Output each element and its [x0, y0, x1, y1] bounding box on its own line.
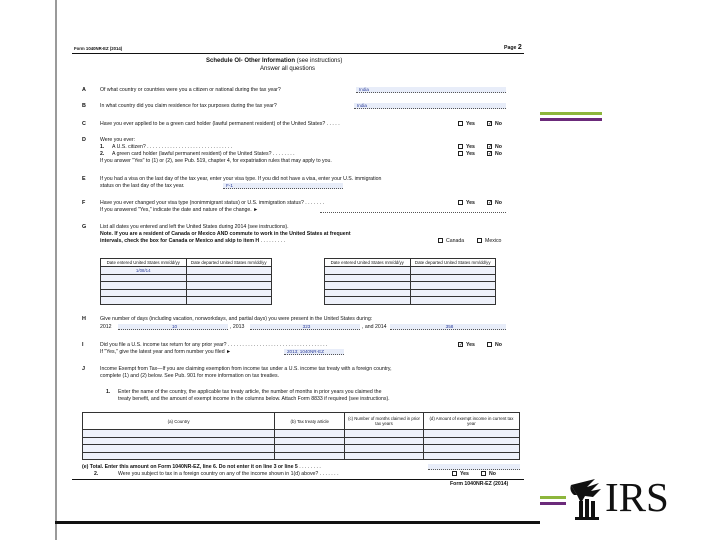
d1-yes-checkbox[interactable]: [458, 144, 463, 149]
year-2014-label: , and 2014: [362, 324, 387, 330]
item-a-question: Of what country or countries were you a citizen or national during the tax year?: [100, 87, 281, 93]
item-b-question: In what country did you claim residence for tax purposes during the tax year?: [100, 103, 277, 109]
entry-date-cell[interactable]: [325, 267, 411, 275]
item-c-letter: C: [82, 121, 86, 127]
residence-field[interactable]: India: [354, 103, 506, 109]
schedule-subtitle: Answer all questions: [260, 66, 316, 72]
d2-yes-checkbox[interactable]: [458, 151, 463, 156]
entry-date-cell[interactable]: [101, 282, 187, 290]
departure-date-cell[interactable]: [186, 297, 272, 305]
departure-date-cell[interactable]: [410, 274, 496, 282]
item-j-letter: J: [82, 366, 85, 372]
irs-logo: [565, 469, 685, 525]
item-d-letter: D: [82, 137, 86, 143]
item-g-line1: List all dates you entered and left the United States during 2014 (see instructions).: [100, 224, 289, 230]
year-2012-label: 2012: [100, 324, 112, 330]
treaty-table: [82, 412, 520, 460]
total-line: (e) Total. Enter this amount on Form 1040NR-EZ, line 6. Do not enter it on line 3 or line 5 . . . . . . . .: [82, 464, 321, 470]
prior-return-field[interactable]: 2013; 1040NR-EZ: [284, 349, 344, 355]
j2-yes-label: Yes: [460, 471, 469, 477]
i-yes-label: Yes: [466, 342, 475, 348]
dates-table-right: [324, 258, 496, 305]
item-j-line2: complete (1) and (2) below. See Pub. 901 for more information on tax treaties.: [100, 373, 280, 379]
treaty-cell[interactable]: [275, 437, 345, 445]
col-treaty-article-header: (b) Tax treaty article: [275, 413, 345, 430]
item-d-note: If you answer "Yes" to (1) or (2), see Pub. 519, chapter 4, for expatriation rules that may apply to you.: [100, 158, 332, 164]
accent-bar-green-bottom: [540, 496, 566, 499]
entry-date-cell[interactable]: [325, 282, 411, 290]
item-j-line1: Income Exempt from Tax—If you are claiming exemption from income tax under a U.S. income tax treaty with a foreign country,: [100, 366, 392, 372]
col-months-header: (c) Number of months claimed in prior tax years: [345, 413, 424, 430]
col-exempt-amount-header: (d) Amount of exempt income in current tax year: [423, 413, 519, 430]
departure-date-cell[interactable]: [410, 282, 496, 290]
bottom-border-line: [55, 521, 540, 524]
i-no-label: No: [495, 342, 502, 348]
days-2013-field[interactable]: 323: [250, 324, 360, 330]
days-2012-field[interactable]: 10: [118, 324, 228, 330]
col-departed-header: Date departed United States mm/dd/yy: [410, 259, 496, 267]
item-i-line2: If "Yes," give the latest year and form number you filed ►: [100, 349, 232, 355]
visa-type-field[interactable]: F-1: [223, 183, 343, 189]
treaty-cell[interactable]: [83, 437, 275, 445]
c-yes-label: Yes: [466, 121, 475, 127]
item-h-letter: H: [82, 316, 86, 322]
days-2014-field[interactable]: 358: [390, 324, 506, 330]
departure-date-cell[interactable]: [186, 282, 272, 290]
visa-change-field[interactable]: [320, 207, 506, 213]
accent-bar-purple-bottom: [540, 502, 566, 505]
canada-checkbox[interactable]: [438, 238, 443, 243]
item-b-letter: B: [82, 103, 86, 109]
item-g-letter: G: [82, 224, 87, 230]
j2-no-label: No: [489, 471, 496, 477]
f-no-checkbox[interactable]: ✓: [488, 200, 493, 206]
item-g-note: Note. If you are a resident of Canada or Mexico AND commute to work in the United States at frequent: [100, 231, 351, 237]
treaty-cell[interactable]: [83, 430, 275, 438]
departure-date-cell[interactable]: [186, 289, 272, 297]
schedule-title: Schedule OI- Other Information (see instructions): [206, 58, 343, 64]
d1-question: A U.S. citizen? . . . . . . . . . . . . . . . . . . . . . . . . . . . . . .: [112, 144, 233, 150]
entry-date-cell[interactable]: 1/08/14: [101, 267, 187, 275]
citizenship-field[interactable]: India: [356, 87, 506, 93]
c-no-label: No: [495, 121, 502, 127]
c-no-checkbox[interactable]: ✓: [488, 121, 493, 127]
treaty-cell[interactable]: [345, 437, 424, 445]
footer-form-label: Form 1040NR-EZ (2014): [450, 481, 509, 487]
entry-date-cell[interactable]: [325, 274, 411, 282]
d1-yes-label: Yes: [466, 144, 475, 150]
schedule-oi-form: [72, 40, 524, 510]
treaty-cell[interactable]: [423, 452, 519, 460]
i-no-checkbox[interactable]: [487, 342, 492, 347]
departure-date-cell[interactable]: [410, 267, 496, 275]
treaty-cell[interactable]: [423, 445, 519, 453]
canada-label: Canada: [446, 238, 465, 244]
col-entered-header: Date entered United States mm/dd/yy: [101, 259, 187, 267]
entry-date-cell[interactable]: [101, 274, 187, 282]
footer-rule: [72, 479, 524, 480]
item-e-letter: E: [82, 176, 86, 182]
header-rule: [72, 53, 524, 54]
j2-no-checkbox[interactable]: [481, 471, 486, 476]
i-yes-checkbox[interactable]: ✓: [459, 342, 464, 348]
item-f-letter: F: [82, 200, 86, 206]
item-e-line1: If you had a visa on the last day of the tax year, enter your visa type. If you did not have a visa, enter your U.S. immigration: [100, 176, 382, 182]
j1-line1: Enter the name of the country, the applicable tax treaty article, the number of months in prior years you claimed the: [118, 389, 382, 395]
treaty-cell[interactable]: [83, 452, 275, 460]
treaty-cell[interactable]: [83, 445, 275, 453]
col-entered-header: Date entered United States mm/dd/yy: [325, 259, 411, 267]
d1-number: 1.: [100, 144, 105, 150]
page-label: Page 2: [504, 44, 522, 51]
f-yes-checkbox[interactable]: [458, 200, 463, 205]
f-no-label: No: [495, 200, 502, 206]
item-a-letter: A: [82, 87, 86, 93]
item-f-line1: Have you ever changed your visa type (nonimmigrant status) or U.S. immigration status? . . . . . . .: [100, 200, 325, 206]
item-f-line2: If you answered "Yes," indicate the date and nature of the change. ►: [100, 207, 259, 213]
d2-no-label: No: [495, 151, 502, 157]
j1-line2: treaty benefit, and the amount of exempt income in the columns below. Attach Form 8833 if required (see instructions).: [118, 396, 390, 402]
col-country-header: (a) Country: [83, 413, 275, 430]
d2-question: A green card holder (lawful permanent resident) of the United States? . . . . . . . .: [112, 151, 295, 157]
item-c-question: Have you ever applied to be a green card holder (lawful permanent resident) of the United States? . . . . .: [100, 121, 340, 127]
item-h-question: Give number of days (including vacation, nonworkdays, and partial days) you were present in the United States during:: [100, 316, 373, 322]
c-yes-checkbox[interactable]: [458, 121, 463, 126]
treaty-cell[interactable]: [275, 430, 345, 438]
departure-date-cell[interactable]: [186, 274, 272, 282]
treaty-cell[interactable]: [423, 430, 519, 438]
d1-no-label: No: [495, 144, 502, 150]
departure-date-cell[interactable]: [410, 289, 496, 297]
accent-bar-green: [540, 112, 602, 115]
entry-date-cell[interactable]: [101, 297, 187, 305]
treaty-cell[interactable]: [275, 445, 345, 453]
d2-yes-label: Yes: [466, 151, 475, 157]
d2-no-checkbox[interactable]: ✓: [488, 151, 493, 157]
j2-yes-checkbox[interactable]: [452, 471, 457, 476]
item-g-line3: intervals, check the box for Canada or Mexico and skip to item H . . . . . . . . .: [100, 238, 286, 244]
mexico-label: Mexico: [485, 238, 502, 244]
treaty-cell[interactable]: [423, 437, 519, 445]
item-e-line2: status on the last day of the tax year.: [100, 183, 185, 189]
d1-no-checkbox[interactable]: ✓: [488, 144, 493, 150]
departure-date-cell[interactable]: [186, 267, 272, 275]
item-i-line1: Did you file a U.S. income tax return for any prior year? . . . . . . . . . . . . . . . . . . . . . . . . . . . . . . . . . . .: [100, 342, 328, 348]
treaty-cell[interactable]: [345, 445, 424, 453]
f-yes-label: Yes: [466, 200, 475, 206]
entry-date-cell[interactable]: [325, 289, 411, 297]
treaty-cell[interactable]: [345, 452, 424, 460]
j2-question: Were you subject to tax in a foreign country on any of the income shown in 1(d) above? . . . . . . .: [118, 471, 339, 477]
treaty-cell[interactable]: [275, 452, 345, 460]
dates-table-left: [100, 258, 272, 305]
j1-number: 1.: [106, 389, 111, 395]
year-2013-label: , 2013: [230, 324, 245, 330]
j2-number: 2.: [94, 471, 99, 477]
accent-bar-purple: [540, 118, 602, 121]
left-border-line: [55, 0, 57, 540]
treaty-cell[interactable]: [345, 430, 424, 438]
entry-date-cell[interactable]: [101, 289, 187, 297]
mexico-checkbox[interactable]: [477, 238, 482, 243]
entry-date-cell[interactable]: [325, 297, 411, 305]
form-label: Form 1040NR-EZ (2014): [74, 46, 123, 51]
irs-wordmark: IRS: [605, 474, 669, 520]
total-exempt-field[interactable]: [428, 464, 520, 470]
col-departed-header: Date departed United States mm/dd/yy: [186, 259, 272, 267]
d2-number: 2.: [100, 151, 105, 157]
item-d-intro: Were you ever:: [100, 137, 136, 143]
departure-date-cell[interactable]: [410, 297, 496, 305]
item-i-letter: I: [82, 342, 84, 348]
